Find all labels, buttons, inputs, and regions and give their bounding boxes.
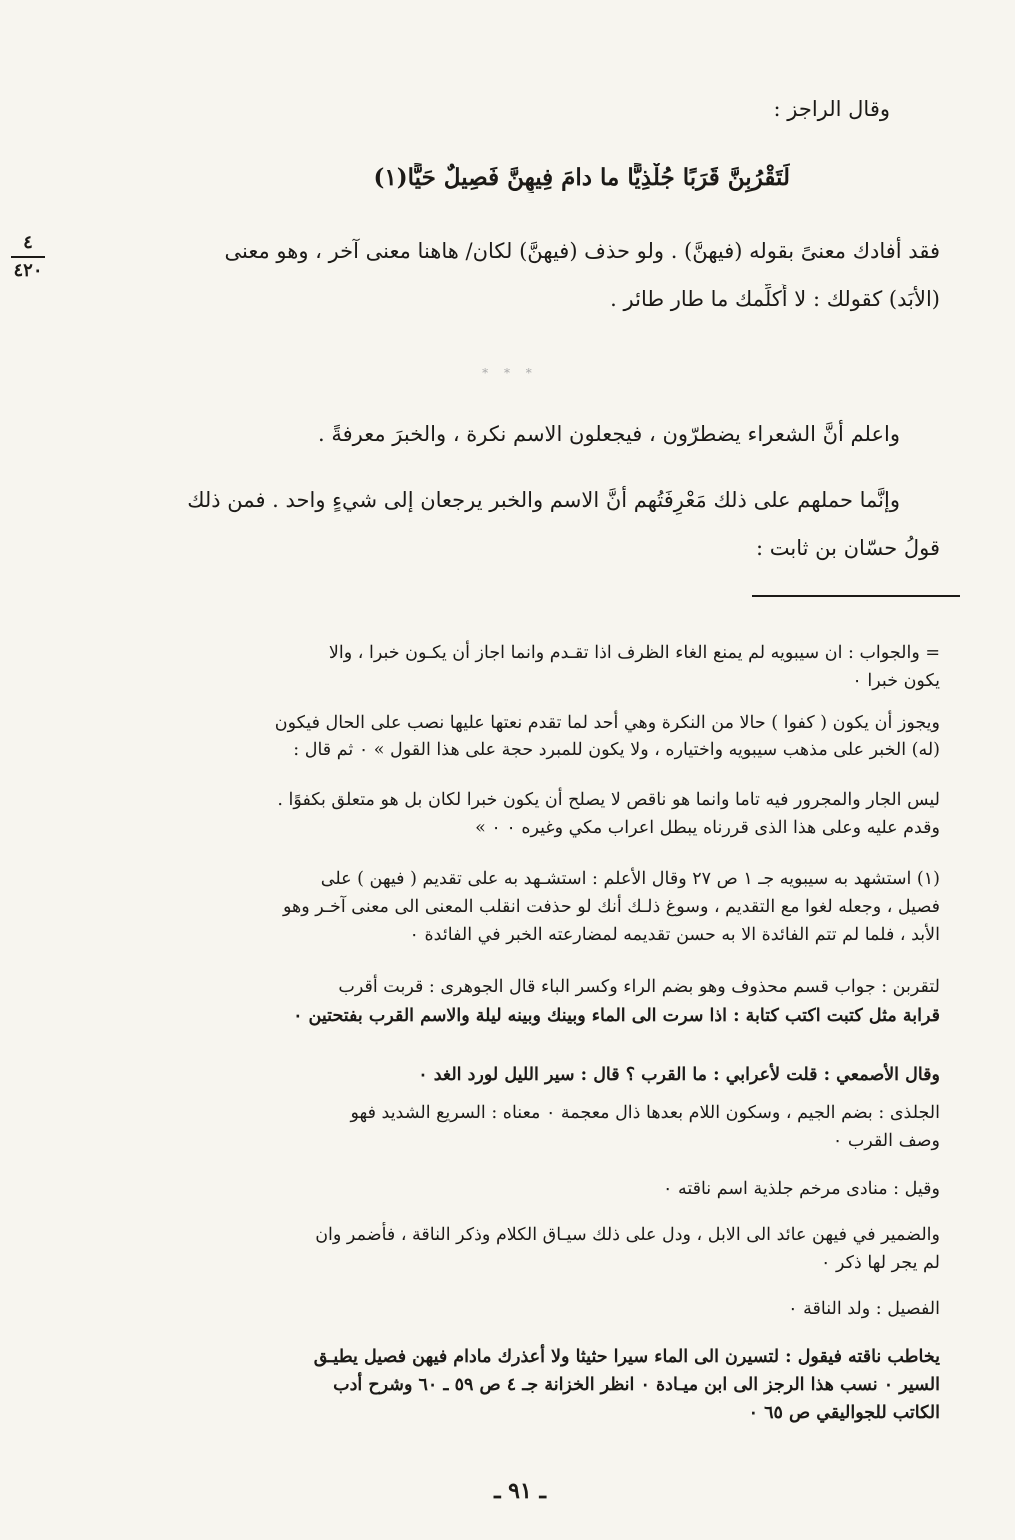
verse-line: لَتَقْرُبِنَّ قَرَبًا جُلْذِيًّا ما دامَ فِيهِنَّ فَصِيلٌ حَيًّا(١) xyxy=(373,164,790,191)
footnote-line: الأبد ، فلما لم تتم الفائدة الا به حسن تقديمه لمضارعته الخبر في الفائدة ٠ xyxy=(409,925,940,945)
footnote-line: وصف القرب ٠ xyxy=(832,1131,940,1151)
footnote-line: السير ٠ نسب هذا الرجز الى ابن ميـادة ٠ انظر الخزانة جـ ٤ ص ٥٩ ـ ٦٠ وشرح أدب xyxy=(333,1375,940,1395)
footnote-line: الكاتب للجواليقي ص ٦٥ ٠ xyxy=(748,1403,940,1423)
footnote-line: يخاطب ناقته فيقول : لتسيرن الى الماء سيرا حثيثا ولا أعذرك مادام فيهن فصيل يطيـق xyxy=(313,1347,940,1367)
text-line: قولُ حسّان بن ثابت : xyxy=(756,536,940,560)
footnote-line: (له) الخبر على مذهب سيبويه واختياره ، ولا يكون للمبرد حجة على هذا القول » ٠ ثم قال : xyxy=(293,740,940,760)
footnote-line: = والجواب : ان سيبويه لم يمنع الغاء الظرف اذا تقـدم وانما اجاز أن يكـون خبرا ، والا xyxy=(328,643,940,663)
margin-note-bottom: ٤٢٠ xyxy=(13,260,43,281)
text-line: وقال الراجز : xyxy=(773,97,890,121)
margin-page-reference xyxy=(8,232,48,282)
footnote-line: ليس الجار والمجرور فيه تاما وانما هو ناقص لا يصلح أن يكون خبرا لكان بل هو متعلق بكفوًا . xyxy=(277,790,940,810)
footnote-line: والضمير في فيهن عائد الى الابل ، ودل على ذلك سيـاق الكلام وذكر الناقة ، فأضمر وان xyxy=(315,1225,940,1245)
text-line: وإنَّما حملهم على ذلك مَعْرِفَتُهم أنَّ الاسم والخبر يرجعان إلى شيءٍ واحد . فمن ذلك xyxy=(187,488,900,512)
text-line: واعلم أنَّ الشعراء يضطرّون ، فيجعلون الاسم نكرة ، والخبرَ معرفةً . xyxy=(318,422,900,446)
footnote-line: يكون خبرا ٠ xyxy=(852,671,940,691)
margin-note-top: ٤ xyxy=(23,232,33,253)
text-line: (الأبَد) كقولك : لا أُكلِّمك ما طار طائر . xyxy=(610,287,940,311)
footnote-line: الجلذى : بضم الجيم ، وسكون اللام بعدها ذال معجمة ٠ معناه : السريع الشديد فهو xyxy=(350,1103,940,1123)
footnote-line: وقيل : منادى مرخم جلذية اسم ناقته ٠ xyxy=(662,1179,940,1199)
footnote-line: ويجوز أن يكون ( كفوا ) حالا من النكرة وهي أحد لما تقدم نعتها عليها نصب على الحال فيكون xyxy=(274,713,940,733)
footnote-line: قرابة مثل كتبت اكتب كتابة : اذا سرت الى الماء وبينك وبينه ليلة والاسم القرب بفتحتين ٠ xyxy=(293,1006,940,1026)
footnote-line: وقال الأصمعي : قلت لأعرابي : ما القرب ؟ قال : سير الليل لورد الغد ٠ xyxy=(418,1065,940,1085)
footnote-line: لم يجر لها ذكر ٠ xyxy=(821,1253,940,1273)
footnote-line: الفصيل : ولد الناقة ٠ xyxy=(788,1299,940,1319)
footnote-line: فصيل ، وجعله لغوا مع التقديم ، وسوغ ذلـك أنك لو حذفت انقلب المعنى الى معنى آخـر وهو xyxy=(282,897,940,917)
page-number: ـ ٩١ ـ xyxy=(494,1478,546,1504)
section-separator: * * * xyxy=(482,366,538,380)
margin-note-divider xyxy=(11,256,45,258)
footnote-line: وقدم عليه وعلى هذا الذى قررناه يبطل اعراب مكي وغيره ٠ ٠ » xyxy=(475,818,940,838)
text-line: فقد أفادك معنىً بقوله (فيهنَّ) . ولو حذف (فيهنَّ) لكان/ هاهنا معنى آخر ، وهو معنى xyxy=(224,239,940,263)
footnote-line: (١) استشهد به سيبويه جـ ١ ص ٢٧ وقال الأعلم : استشـهد به على تقديم ( فيهن ) على xyxy=(320,869,940,889)
footnote-separator-rule xyxy=(752,595,960,597)
footnote-line: لتقربن : جواب قسم محذوف وهو بضم الراء وكسر الباء قال الجوهرى : قربت أقرب xyxy=(338,977,940,997)
